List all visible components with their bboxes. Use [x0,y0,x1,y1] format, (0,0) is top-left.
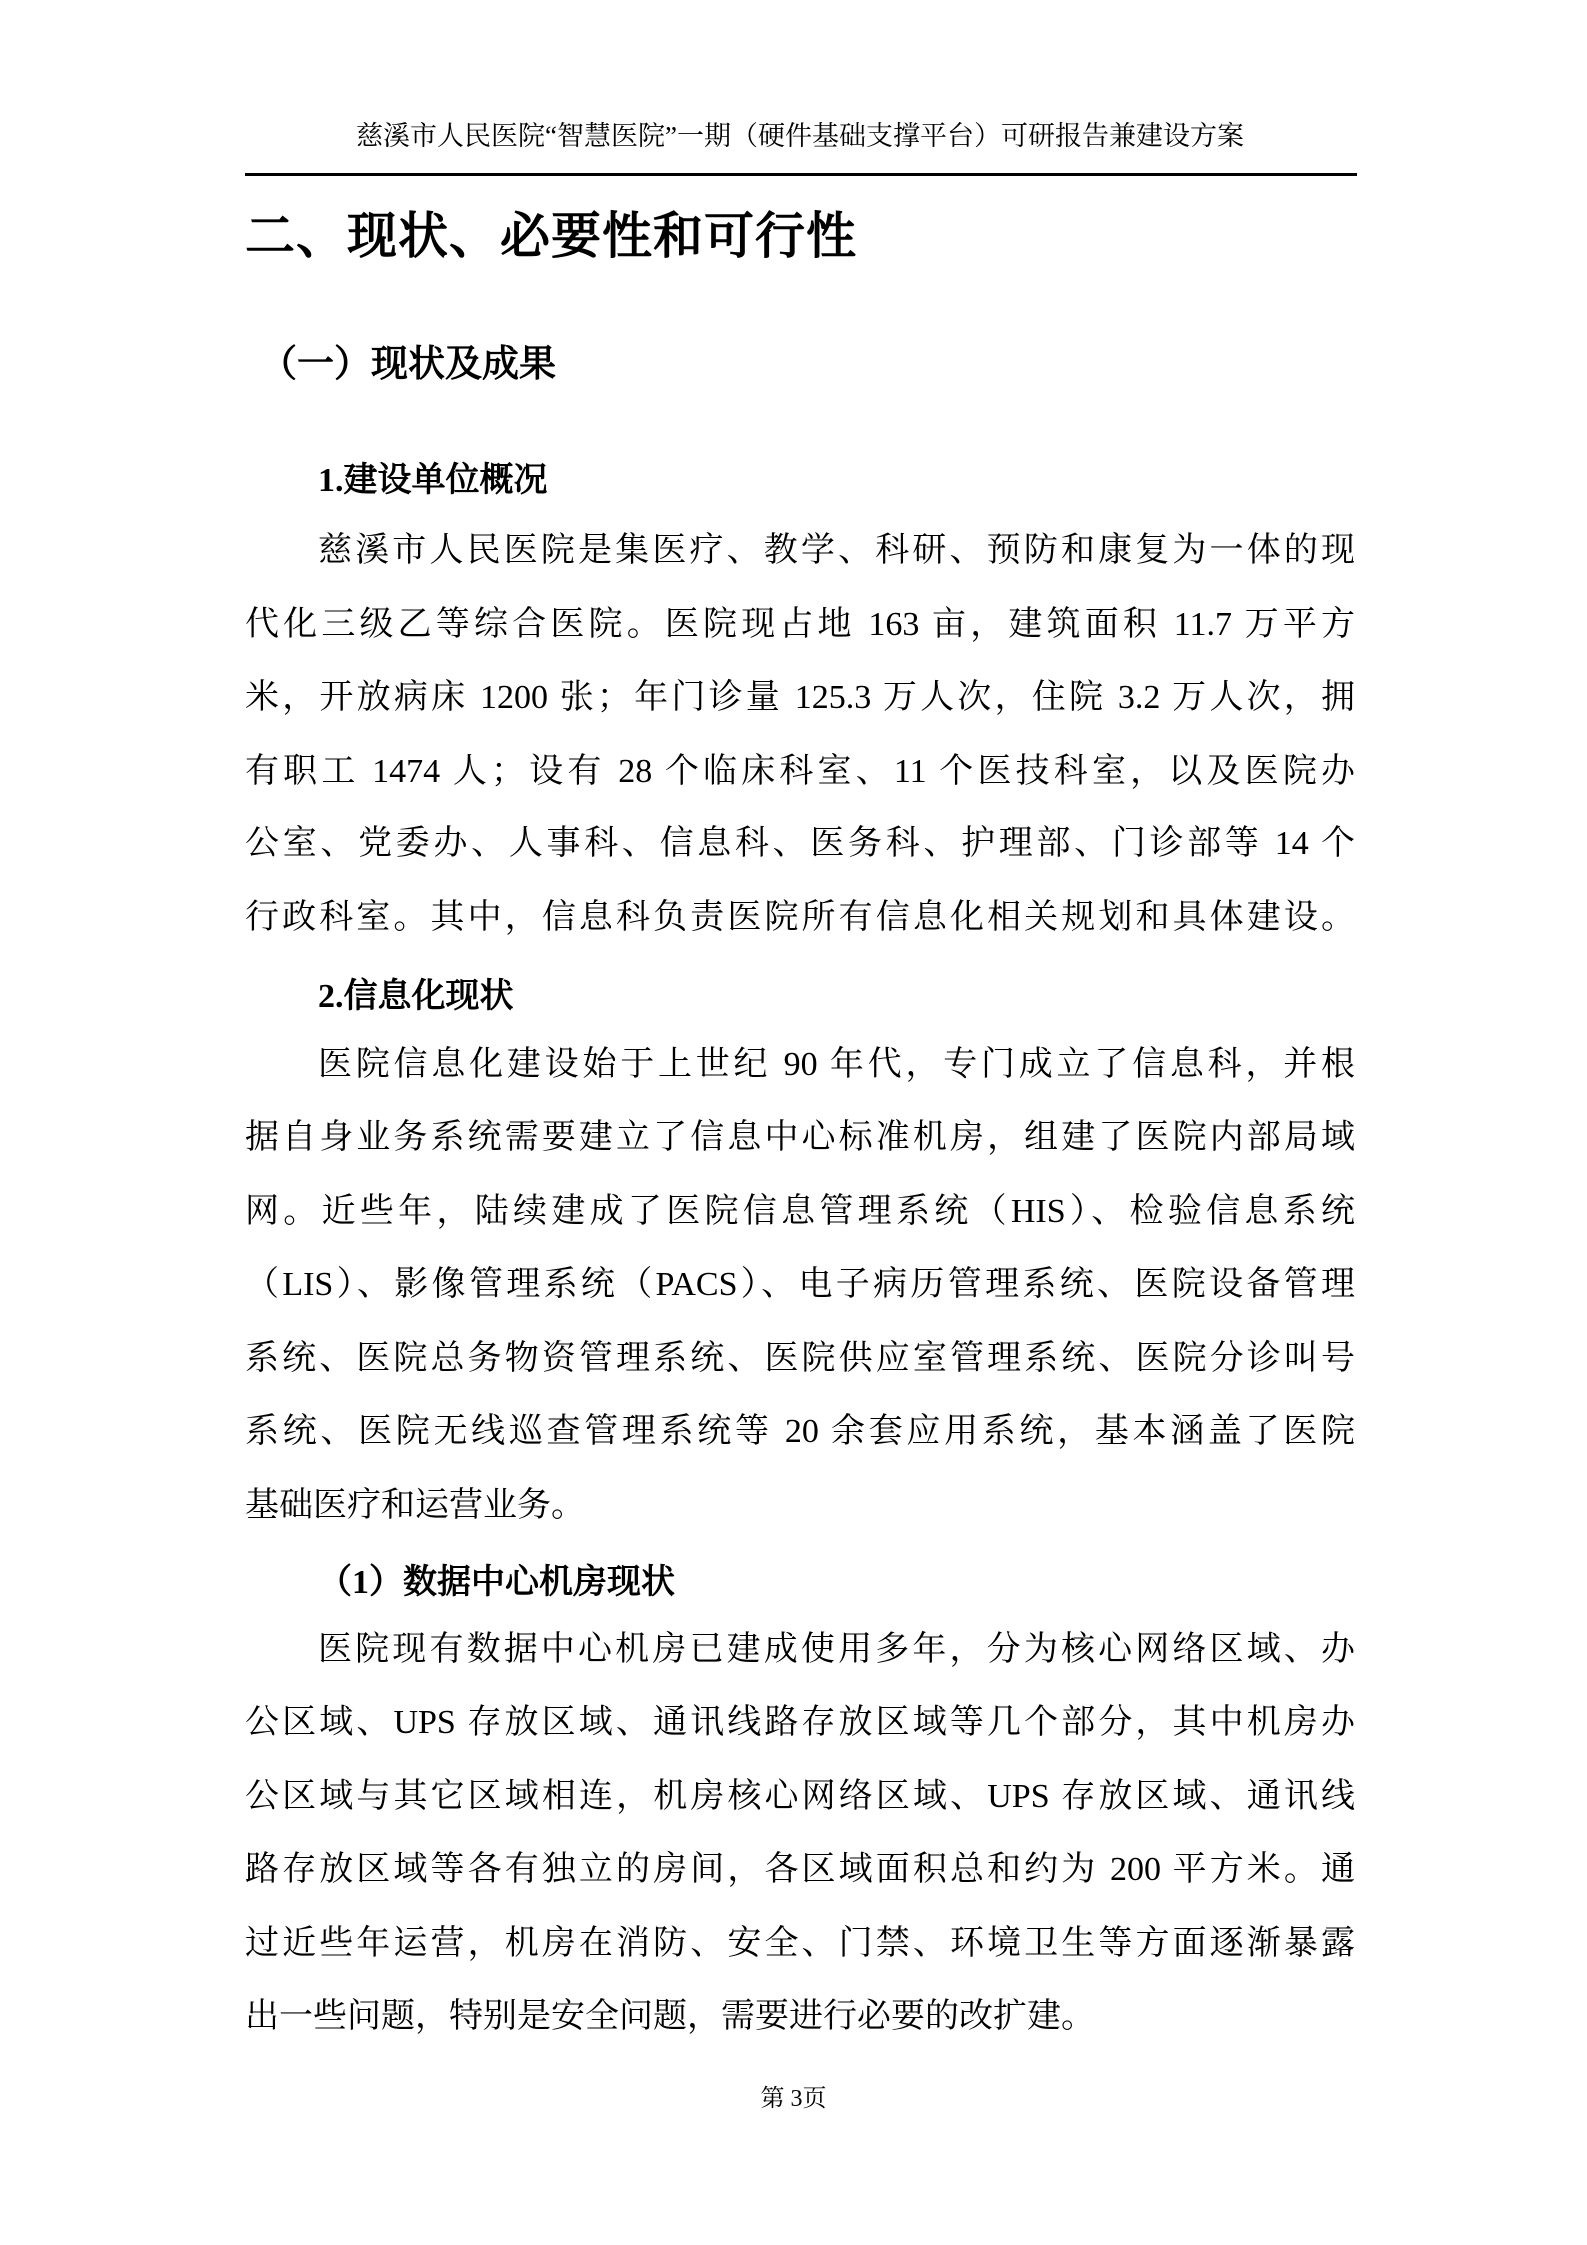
paragraph-line: 出一些问题，特别是安全问题，需要进行必要的改扩建。 [245,1998,1095,2035]
paragraph-line: 医院信息化建设始于上世纪 90 年代，专门成立了信息科，并根 [318,1046,1355,1083]
paragraph-line: 公室、党委办、人事科、信息科、医务科、护理部、门诊部等 14 个 [245,825,1355,862]
running-header: 慈溪市人民医院“智慧医院”一期（硬件基础支撑平台）可研报告兼建设方案 [356,121,1244,151]
subsection-title: （1）数据中心机房现状 [318,1564,675,1601]
header-rule [245,173,1357,176]
paragraph-line: 据自身业务系统需要建立了信息中心标准机房，组建了医院内部局域 [245,1119,1355,1156]
paragraph-line: 米，开放病床 1200 张；年门诊量 125.3 万人次，住院 3.2 万人次，拥 [245,679,1355,716]
paragraph-line: 系统、医院无线巡查管理系统等 20 余套应用系统，基本涵盖了医院 [245,1413,1355,1450]
subsection-title: 1.建设单位概况 [318,462,548,499]
subsection-title: 2.信息化现状 [318,978,514,1015]
paragraph-line: 代化三级乙等综合医院。医院现占地 163 亩，建筑面积 11.7 万平方 [245,606,1355,643]
paragraph-line: 公区域、UPS 存放区域、通讯线路存放区域等几个部分，其中机房办 [245,1704,1355,1741]
paragraph-line: 过近些年运营，机房在消防、安全、门禁、环境卫生等方面逐渐暴露 [245,1925,1355,1962]
section-title: （一）现状及成果 [260,342,556,385]
chapter-title: 二、现状、必要性和可行性 [245,207,857,265]
page-number: 第 3页 [760,2086,827,2112]
paragraph-line: 医院现有数据中心机房已建成使用多年，分为核心网络区域、办 [318,1631,1355,1668]
paragraph-line: 基础医疗和运营业务。 [245,1487,585,1524]
paragraph-line: 慈溪市人民医院是集医疗、教学、科研、预防和康复为一体的现 [318,532,1355,569]
paragraph-line: 网。近些年，陆续建成了医院信息管理系统（HIS）、检验信息系统 [245,1193,1355,1230]
paragraph-line: 公区域与其它区域相连，机房核心网络区域、UPS 存放区域、通讯线 [245,1778,1355,1815]
paragraph-line: 系统、医院总务物资管理系统、医院供应室管理系统、医院分诊叫号 [245,1340,1355,1377]
paragraph-line: 有职工 1474 人；设有 28 个临床科室、11 个医技科室，以及医院办 [245,753,1355,790]
paragraph-line: 路存放区域等各有独立的房间，各区域面积总和约为 200 平方米。通 [245,1851,1355,1888]
paragraph-line: （LIS）、影像管理系统（PACS）、电子病历管理系统、医院设备管理 [245,1266,1355,1303]
paragraph-line: 行政科室。其中，信息科负责医院所有信息化相关规划和具体建设。 [245,899,1355,936]
